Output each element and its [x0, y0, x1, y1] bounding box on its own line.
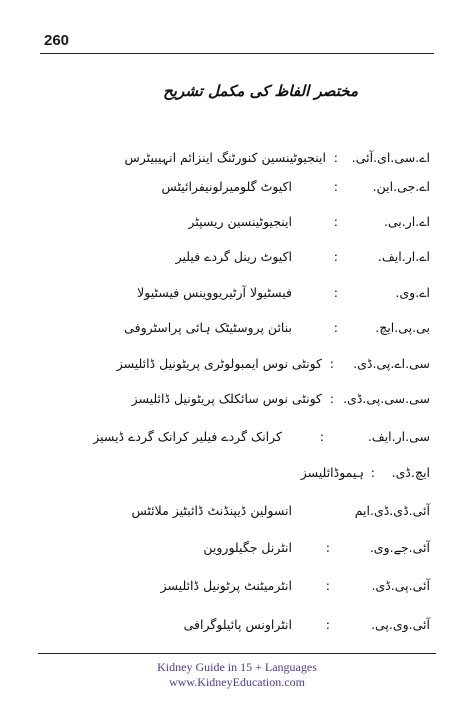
meaning: کونٹی نوس سائکلک پریٹونیل ڈائلیسز — [131, 391, 322, 406]
abbreviation: اے.سی.ای.آئی. — [351, 150, 430, 165]
abbreviation-entry — [40, 578, 430, 596]
separator: : — [333, 285, 338, 300]
meaning: انٹرمیٹنٹ پرٹونیل ڈائلیسز — [160, 578, 292, 593]
abbreviation: اے.ار.بی. — [383, 214, 430, 229]
abbreviation-entry — [40, 320, 430, 338]
abbreviation-entry — [40, 503, 430, 521]
abbreviation-entry — [40, 356, 430, 374]
separator: : — [325, 617, 330, 632]
meaning: اینجیوٹینسین کنورٹنگ اینزائم انہیبیٹرس — [124, 150, 326, 165]
abbreviation: آئی.ڈی.ڈی.ایم — [354, 503, 430, 518]
meaning: انٹراونس پائیلوگرافی — [183, 617, 292, 632]
abbreviation-entry — [40, 285, 430, 303]
footer-title: Kidney Guide in 15 + Languages — [157, 660, 317, 674]
separator: : — [333, 150, 338, 165]
separator: : — [319, 429, 324, 444]
abbreviation-entry — [40, 249, 430, 267]
abbreviation-entry — [38, 429, 430, 447]
separator: : — [370, 465, 375, 480]
abbreviation: سی.اے.پی.ڈی. — [353, 356, 430, 371]
abbreviation-entry — [40, 540, 430, 558]
abbreviation-entry — [40, 465, 430, 483]
meaning: کرانک گردے فیلیر کرانک گردے ڈیسیز — [93, 429, 282, 444]
meaning: انسولین ڈیپنڈنٹ ڈائبٹیز ملائٹس — [131, 503, 292, 518]
meaning: ہیموڈائلیسز — [300, 465, 364, 480]
separator: : — [329, 356, 334, 371]
abbreviation: آئی.جے.وی. — [369, 540, 430, 555]
abbreviation: آئی.پی.ڈی. — [371, 578, 430, 593]
meaning: اینجیوٹینسین ریسپٹر — [188, 214, 292, 229]
meaning: اکیوٹ گلومیرلونیفرائیٹس — [161, 179, 292, 194]
separator: : — [333, 320, 338, 335]
meaning: بنائن پروسٹیٹک ہائی پراسٹروفی — [124, 320, 292, 335]
abbreviation: اے.جی.این. — [372, 179, 430, 194]
section-title: مختصر الفاظ کی مکمل تشریح — [163, 82, 358, 100]
meaning: فیسٹیولا آرٹیریووینس فیسٹیولا — [137, 285, 292, 300]
meaning: انٹرنل جگیلوروین — [203, 540, 292, 555]
abbreviation: اے.ار.ایف. — [377, 249, 430, 264]
separator: : — [329, 391, 334, 406]
abbreviation: آئی.وی.پی. — [370, 617, 430, 632]
footer-website: www.KidneyEducation.com — [169, 675, 305, 689]
abbreviation: سی.سی.پی.ڈی. — [343, 391, 430, 406]
abbreviation-entry — [40, 179, 430, 197]
abbreviation: اے.وی. — [395, 285, 430, 300]
separator: : — [333, 179, 338, 194]
separator: : — [333, 249, 338, 264]
separator: : — [325, 540, 330, 555]
abbreviation-entry — [40, 214, 430, 232]
meaning: اکیوٹ رینل گردے فیلیر — [175, 249, 292, 264]
abbreviation-entry — [40, 150, 430, 168]
page-number: 260 — [44, 32, 70, 49]
abbreviation: ایچ.ڈی. — [391, 465, 430, 480]
separator: : — [325, 578, 330, 593]
abbreviation: بی.پی.ایچ. — [375, 320, 430, 335]
abbreviation: سی.ار.ایف. — [367, 429, 430, 444]
meaning: کونٹی نوس ایمبولوٹری پریٹونیل ڈائلیسز — [116, 356, 322, 371]
bottom-divider — [38, 653, 436, 654]
abbreviation-entry — [40, 617, 430, 635]
separator: : — [333, 214, 338, 229]
abbreviation-entry — [40, 391, 430, 409]
